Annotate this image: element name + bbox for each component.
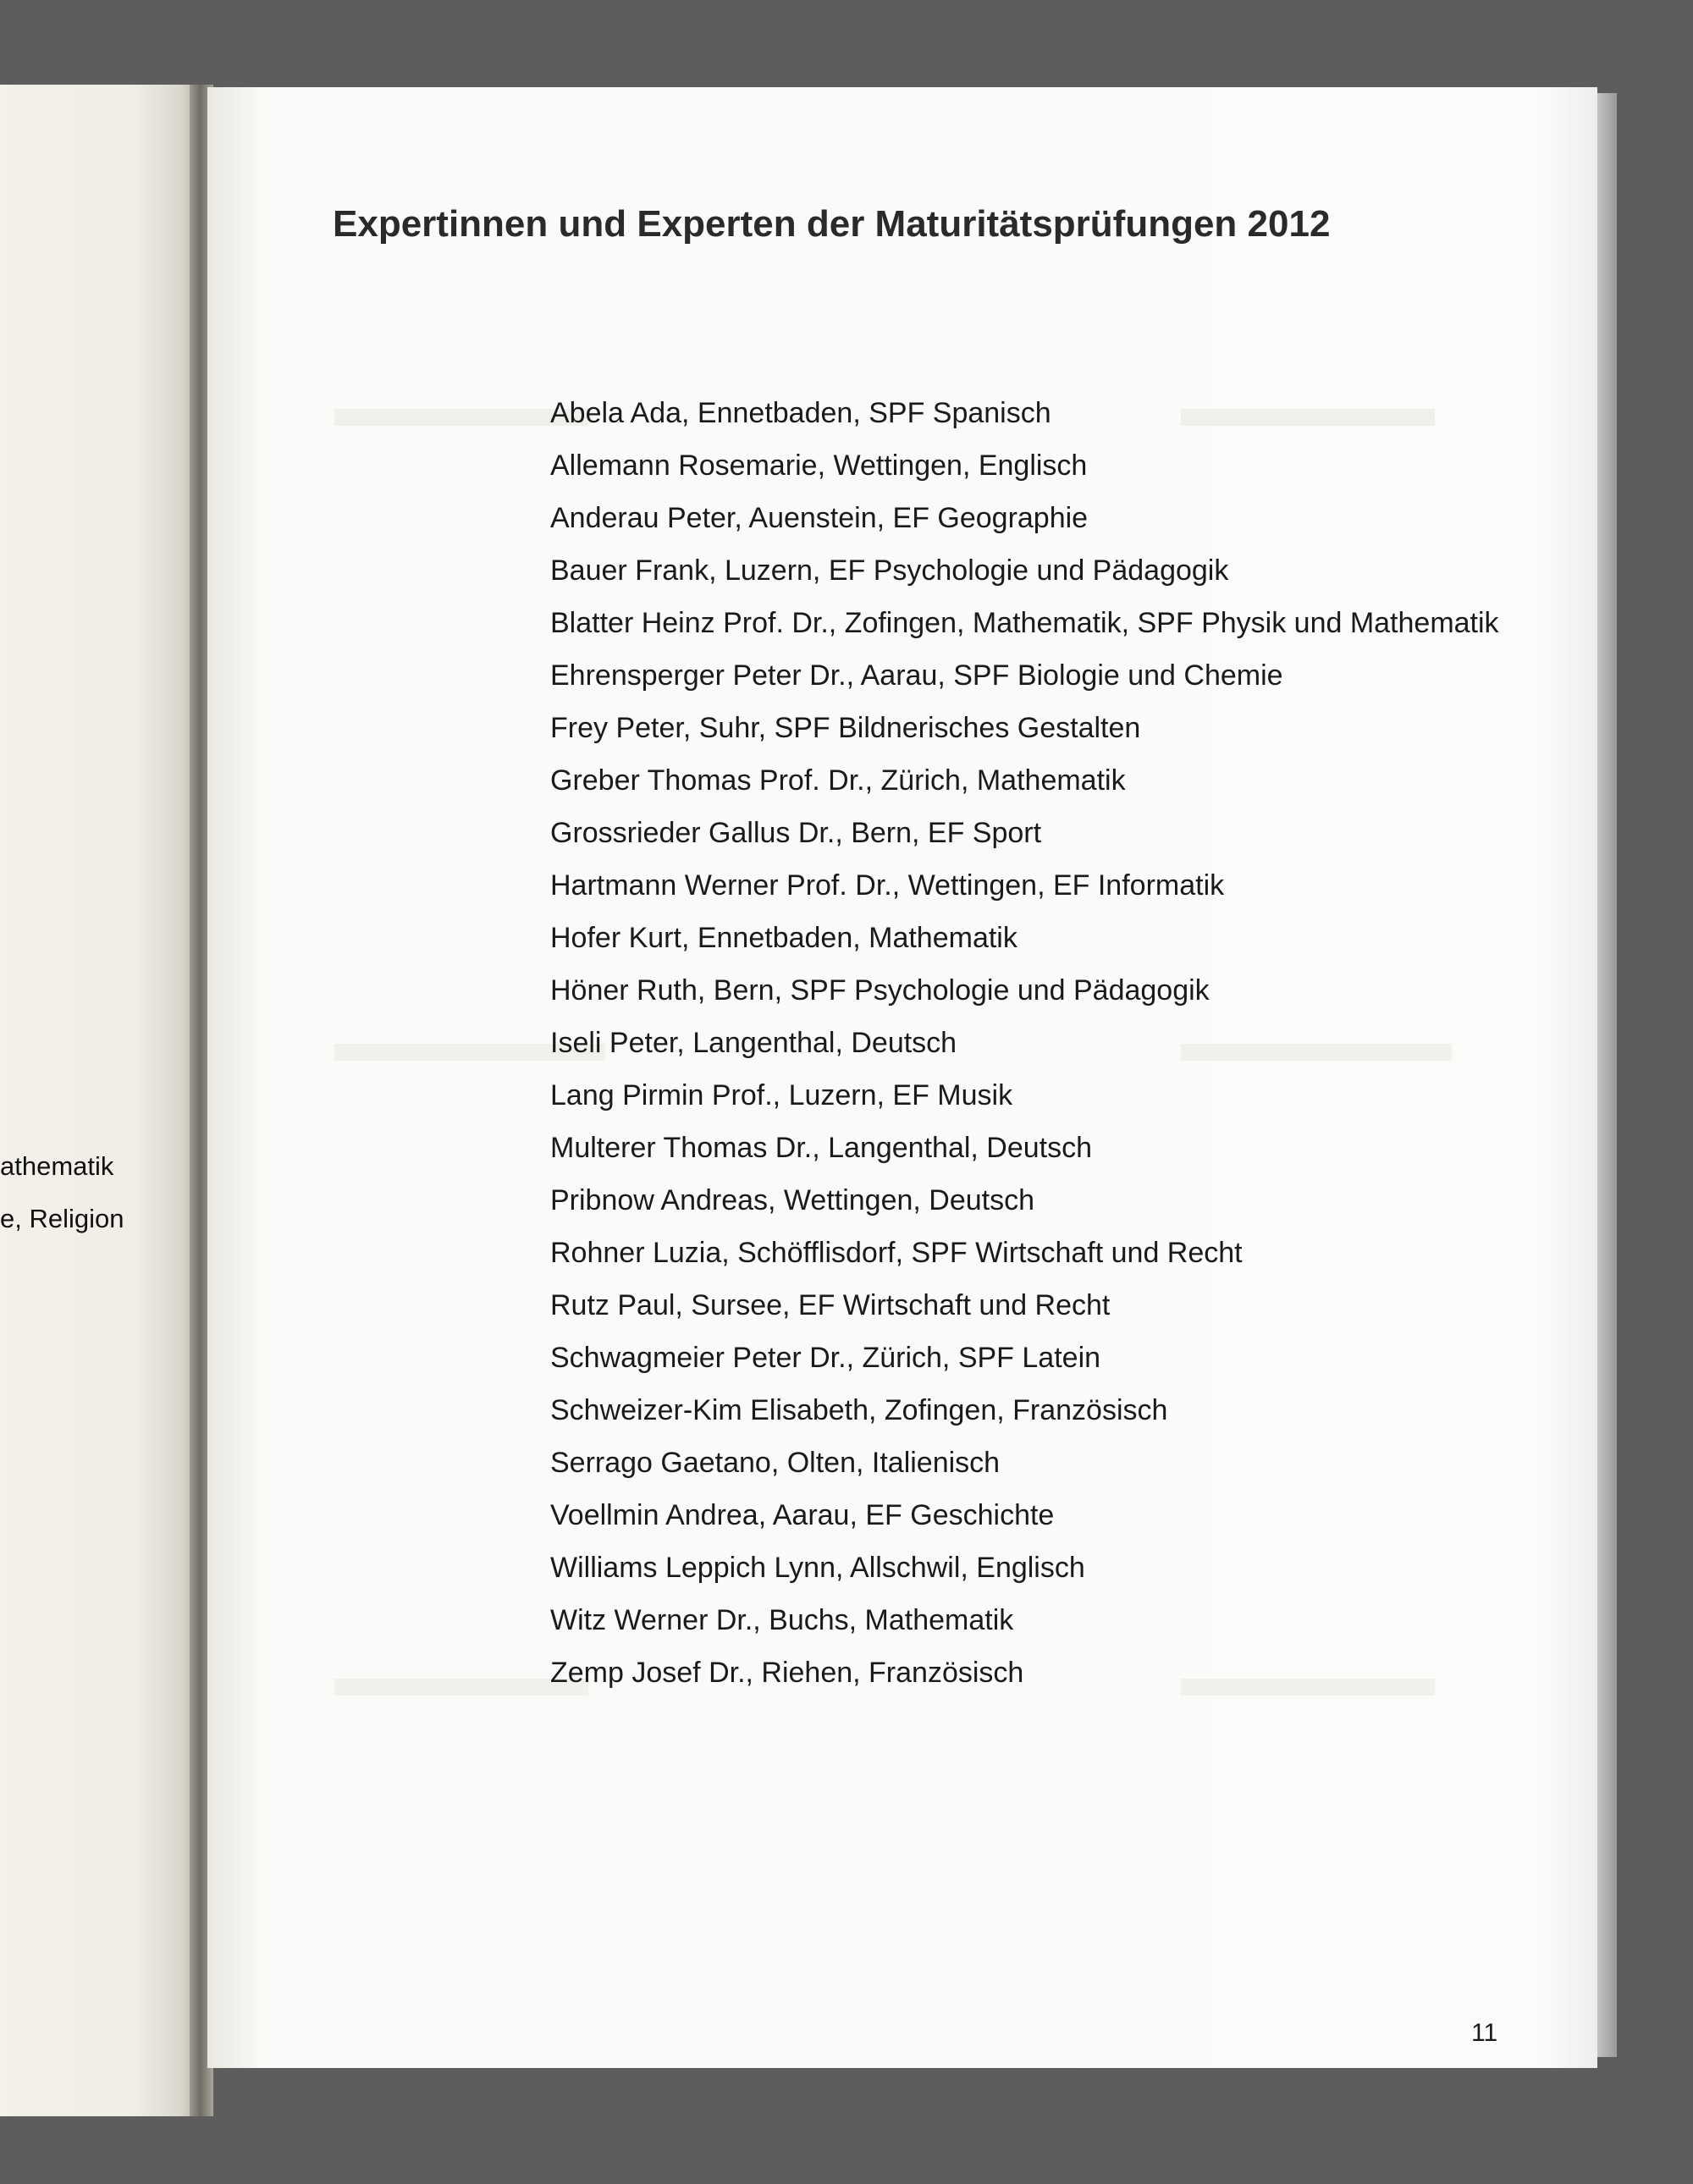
list-item: Serrago Gaetano, Olten, Italienisch [550,1447,1001,1479]
list-item: Iseli Peter, Langenthal, Deutsch [550,1027,957,1059]
list-item: Pribnow Andreas, Wettingen, Deutsch [550,1184,1035,1216]
list-item: Hofer Kurt, Ennetbaden, Mathematik [550,922,1017,954]
list-item: Grossrieder Gallus Dr., Bern, EF Sport [550,817,1042,849]
expert-list [550,387,1499,1699]
list-item: Anderau Peter, Auenstein, EF Geographie [550,502,1089,534]
list-item: Abela Ada, Ennetbaden, SPF Spanisch [550,397,1051,429]
list-item: Rutz Paul, Sursee, EF Wirtschaft und Recht [550,1289,1111,1321]
list-item: Blatter Heinz Prof. Dr., Zofingen, Mathematik, SPF Physik und Mathematik [550,607,1499,639]
list-item: Lang Pirmin Prof., Luzern, EF Musik [550,1079,1013,1111]
list-item: Multerer Thomas Dr., Langenthal, Deutsch [550,1132,1093,1164]
list-item: Ehrensperger Peter Dr., Aarau, SPF Biologie und Chemie [550,659,1283,692]
list-item: Frey Peter, Suhr, SPF Bildnerisches Gestalten [550,712,1141,744]
list-item: Voellmin Andrea, Aarau, EF Geschichte [550,1499,1055,1531]
list-item: Allemann Rosemarie, Wettingen, Englisch [550,449,1088,482]
list-item: Williams Leppich Lynn, Allschwil, Englisch [550,1552,1085,1584]
left-page [0,85,196,2116]
list-item: Hartmann Werner Prof. Dr., Wettingen, EF Informatik [550,869,1225,902]
list-item: Schweizer-Kim Elisabeth, Zofingen, Französisch [550,1394,1168,1426]
list-item: Rohner Luzia, Schöfflisdorf, SPF Wirtschaft und Recht [550,1237,1243,1269]
list-item: Höner Ruth, Bern, SPF Psychologie und Pädagogik [550,974,1210,1007]
page-number: 11 [1471,2019,1498,2047]
list-item: Schwagmeier Peter Dr., Zürich, SPF Latein [550,1342,1101,1374]
list-item: Greber Thomas Prof. Dr., Zürich, Mathematik [550,764,1126,797]
list-item: Zemp Josef Dr., Riehen, Französisch [550,1657,1024,1689]
list-item: Bauer Frank, Luzern, EF Psychologie und Pädagogik [550,554,1229,587]
left-page-line: athematik [0,1151,114,1181]
right-page [207,87,1597,2068]
page-title: Expertinnen und Experten der Maturitätsprüfungen 2012 [333,203,1331,245]
left-page-line: e, Religion [0,1204,124,1233]
list-item: Witz Werner Dr., Buchs, Mathematik [550,1604,1014,1636]
